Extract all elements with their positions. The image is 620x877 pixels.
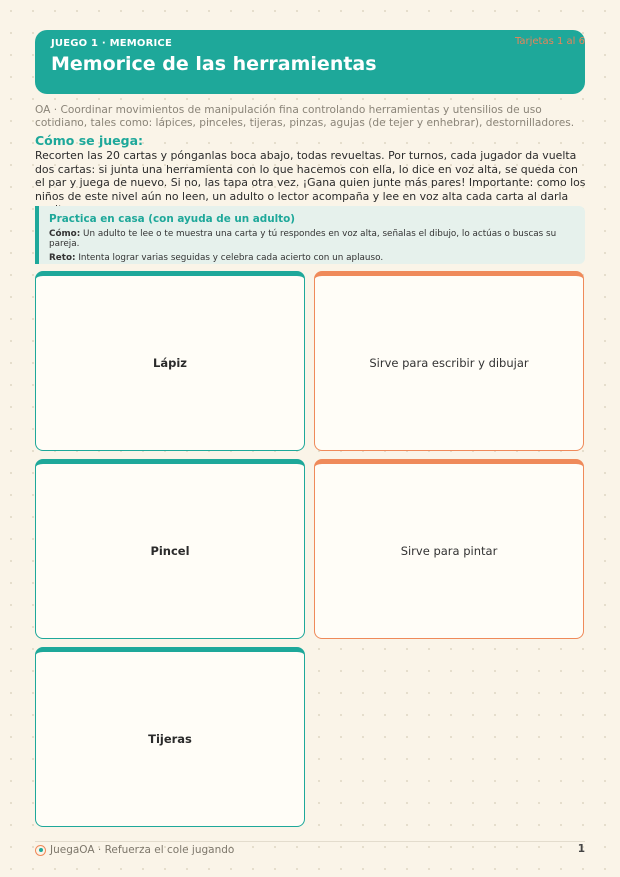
card-text: Sirve para pintar	[400, 544, 498, 558]
how-to-play-heading: Cómo se juega:	[35, 133, 144, 148]
learning-objective: OA · Coordinar movimientos de manipulación fina controlando herramientas y utensilios de uso cotidiano, tales como: lápices, pinceles, tijeras, pinzas, agujas (de tejer y enhebrar), destornilladores.	[35, 104, 575, 129]
practice-reto	[49, 253, 575, 263]
page-footer	[35, 843, 585, 857]
practice-reto-text: Intenta lograr varias seguidas y celebra cada acierto con un aplauso.	[78, 253, 384, 263]
how-to-play-text: Recorten las 20 cartas y pónganlas boca abajo, todas revueltas. Por turnos, cada jugador da vuelta dos cartas: si junta una herramienta con lo que hacemos con ella, lo dice en voz alta, se queda con el par y juega de nuevo. Si no, las tapa otra vez. ¡Gana quien junte más pares! Importante: como los niños de este nivel aún no leen, un adulto o lector acompaña y lee en voz alta cada carta al darla	[35, 149, 586, 203]
page-title: Memorice de las herramientas	[51, 53, 377, 75]
game-eyebrow: JUEGO 1 · MEMORICE	[51, 38, 173, 49]
card-definition-pintar	[314, 459, 584, 639]
footer-brand: JuegaOA · Refuerza el cole jugando	[50, 844, 235, 856]
card-definition-escribir	[314, 271, 584, 451]
card-text: Tijeras	[148, 732, 192, 746]
footer-divider	[35, 841, 585, 842]
card-text: Pincel	[150, 544, 190, 558]
page-header	[35, 30, 585, 94]
card-text: Lápiz	[153, 356, 187, 370]
card-term-lapiz	[35, 271, 305, 451]
page-number: 1	[577, 843, 585, 855]
practice-como-text: Un adulto te lee o te muestra una carta y tú respondes en voz alta, señalas el dibujo, lo actúas o buscas su pareja.	[49, 229, 557, 249]
card-text: Sirve para escribir y dibujar	[369, 356, 529, 370]
practice-box	[35, 206, 585, 264]
card-set-label: Tarjetas 1 al 6	[514, 36, 585, 47]
practice-como	[49, 229, 575, 249]
brand-logo-icon	[35, 845, 46, 856]
practice-reto-label: Reto:	[49, 253, 76, 263]
card-term-tijeras	[35, 647, 305, 827]
practice-como-label: Cómo:	[49, 229, 81, 239]
card-term-pincel	[35, 459, 305, 639]
practice-title: Practica en casa (con ayuda de un adulto)	[49, 213, 296, 225]
